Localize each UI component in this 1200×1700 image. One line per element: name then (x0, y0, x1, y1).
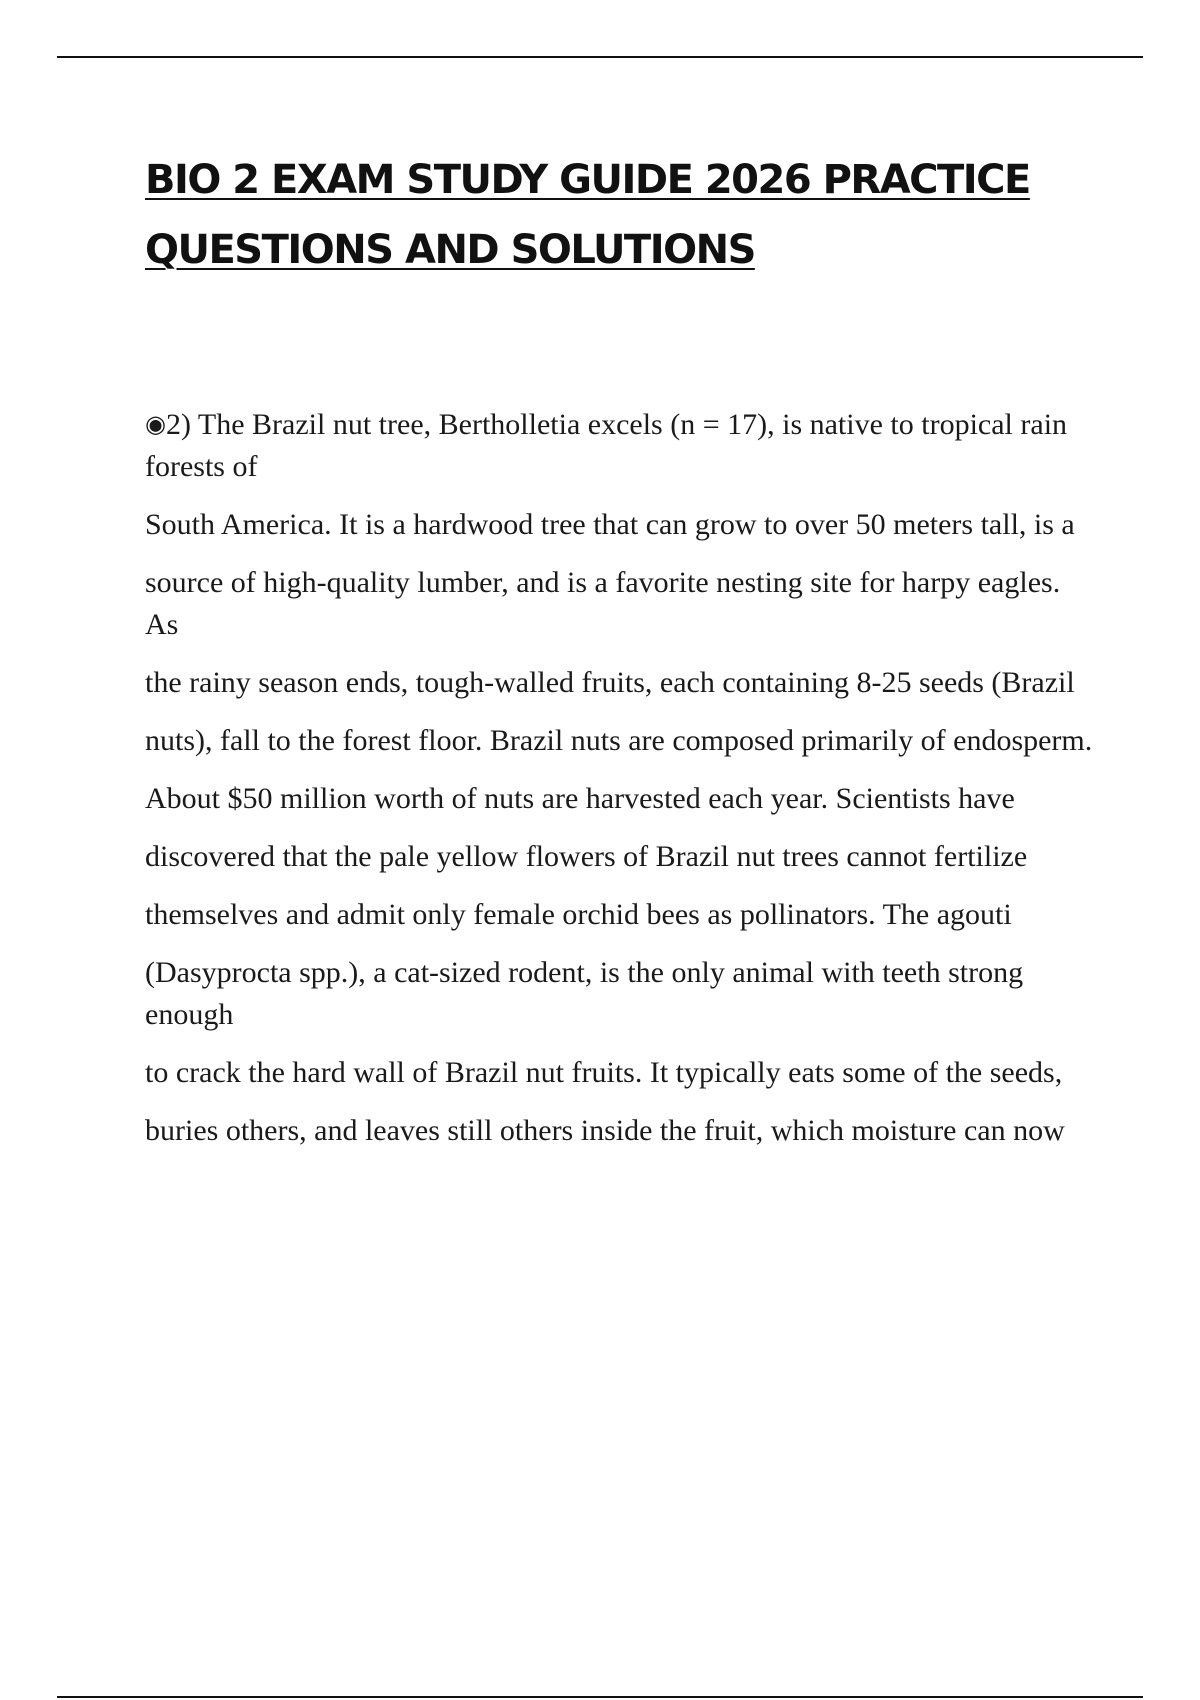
radio-bullet-icon: ◉ (145, 410, 166, 438)
question-paragraph-9: (Dasyprocta spp.), a cat-sized rodent, is the only animal with teeth strong enough (145, 956, 1024, 1031)
question-paragraph-1 (145, 403, 1095, 488)
title-line-2: QUESTIONS AND SOLUTIONS (145, 227, 755, 273)
top-rule (57, 56, 1143, 58)
question-paragraph-7: discovered that the pale yellow flowers of Brazil nut trees cannot fertilize (145, 840, 1028, 873)
question-paragraph-3: source of high-quality lumber, and is a favorite nesting site for harpy eagles. As (145, 566, 1061, 641)
question-paragraph-8: themselves and admit only female orchid bees as pollinators. The agouti (145, 898, 1012, 931)
question-paragraph-2: South America. It is a hardwood tree that can grow to over 50 meters tall, is a (145, 508, 1075, 541)
paragraph-text: 2) The Brazil nut tree, Bertholletia excels (n = 17), is native to tropical rain forests of (145, 408, 1068, 483)
document-title (145, 145, 1095, 285)
question-paragraph-10: to crack the hard wall of Brazil nut fruits. It typically eats some of the seeds, (145, 1056, 1063, 1089)
question-body (145, 403, 1095, 1152)
question-paragraph-5: nuts), fall to the forest floor. Brazil nuts are composed primarily of endosperm. (145, 724, 1093, 757)
bottom-rule (57, 1696, 1143, 1698)
question-paragraph-11: buries others, and leaves still others inside the fruit, which moisture can now (145, 1114, 1065, 1147)
question-paragraph-4: the rainy season ends, tough-walled fruits, each containing 8-25 seeds (Brazil (145, 666, 1075, 699)
title-line-1: BIO 2 EXAM STUDY GUIDE 2026 PRACTICE (145, 157, 1030, 203)
document-page (145, 145, 1095, 1168)
question-paragraph-6: About $50 million worth of nuts are harvested each year. Scientists have (145, 782, 1015, 815)
